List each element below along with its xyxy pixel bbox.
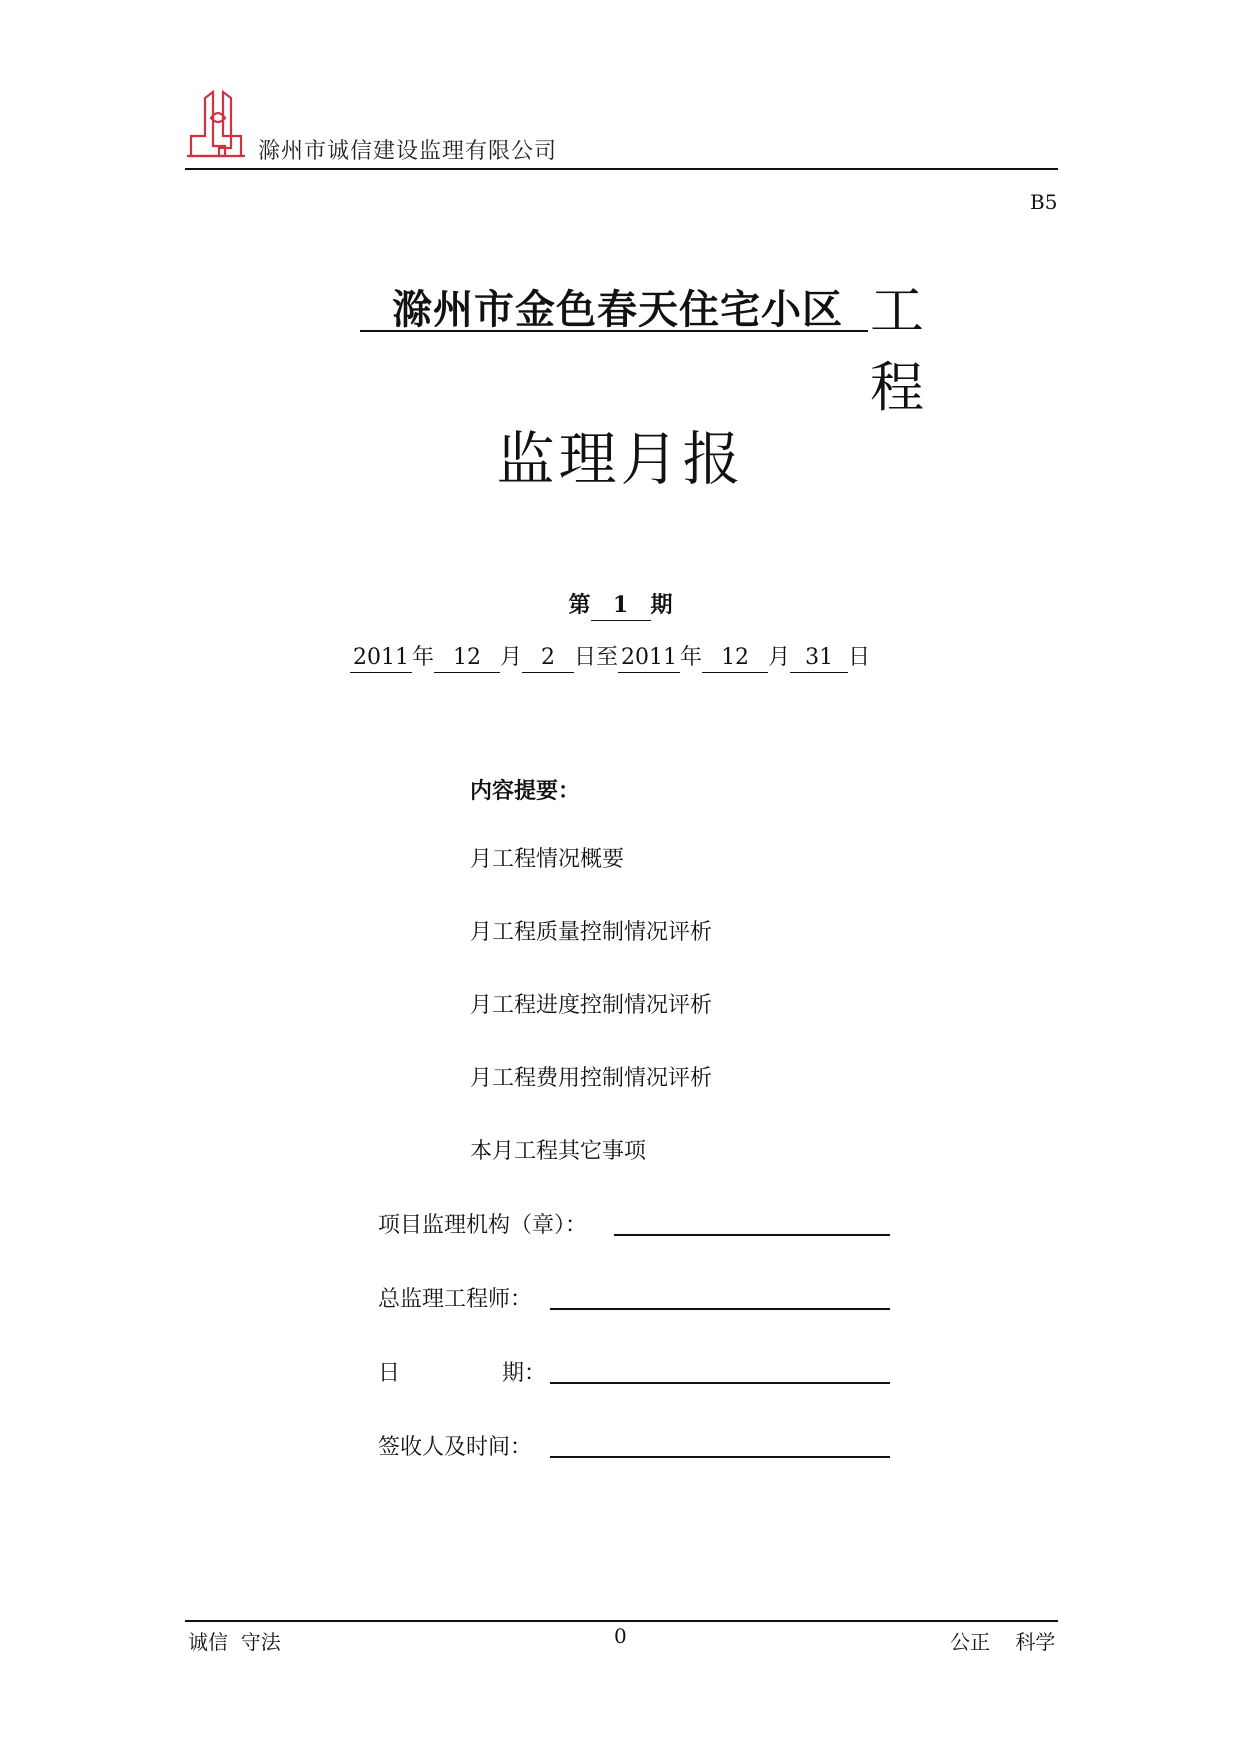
- date-label-colon: 期：: [502, 1361, 547, 1386]
- summary-title: 内容提要：: [470, 778, 581, 804]
- receiver-label: 签收人及时间：: [378, 1435, 533, 1460]
- date-field[interactable]: [550, 1382, 890, 1384]
- org-seal-field[interactable]: [614, 1234, 890, 1236]
- summary-item: 月工程进度控制情况评析: [470, 993, 713, 1018]
- project-suffix: 工程: [870, 279, 926, 419]
- footer-left: 诚信 守法: [188, 1630, 281, 1654]
- org-seal-label: 项目监理机构（章）：: [378, 1213, 588, 1238]
- report-title: 监理月报: [496, 425, 745, 493]
- summary-item: 月工程费用控制情况评析: [470, 1066, 713, 1091]
- receiver-field[interactable]: [550, 1456, 890, 1458]
- month-label: 月: [768, 645, 791, 670]
- footer-right: 公正 科学: [950, 1630, 1056, 1654]
- issue-value: 1: [591, 592, 651, 621]
- chief-engineer-field[interactable]: [550, 1308, 890, 1310]
- date-label: 日: [378, 1361, 401, 1386]
- report-period: [350, 640, 870, 673]
- month-label: 月: [500, 645, 523, 670]
- project-title: [360, 270, 960, 419]
- year-label: 年: [680, 645, 703, 670]
- end-day: 31: [790, 644, 848, 673]
- start-year: 2011: [350, 644, 412, 673]
- issue-suffix: 期: [650, 592, 673, 618]
- issue-number: [0, 588, 1241, 621]
- chief-engineer-label: 总监理工程师：: [378, 1287, 533, 1312]
- project-name: 滁州市金色春天住宅小区: [392, 287, 843, 333]
- company-logo: [185, 88, 247, 158]
- company-name: 滁州市诚信建设监理有限公司: [258, 139, 558, 164]
- end-year: 2011: [618, 644, 680, 673]
- page-number: 0: [614, 1624, 627, 1648]
- form-code: B5: [1030, 190, 1058, 214]
- day-to-label: 日至: [574, 645, 619, 670]
- end-month: 12: [702, 644, 768, 673]
- start-day: 2: [522, 644, 574, 673]
- summary-item: 本月工程其它事项: [470, 1139, 647, 1164]
- issue-prefix: 第: [568, 592, 591, 618]
- summary-item: 月工程质量控制情况评析: [470, 920, 713, 945]
- summary-item: 月工程情况概要: [470, 847, 625, 872]
- start-month: 12: [434, 644, 500, 673]
- day-label: 日: [848, 645, 871, 670]
- header-rule: [185, 168, 1058, 170]
- year-label: 年: [412, 645, 435, 670]
- footer-rule: [185, 1620, 1058, 1622]
